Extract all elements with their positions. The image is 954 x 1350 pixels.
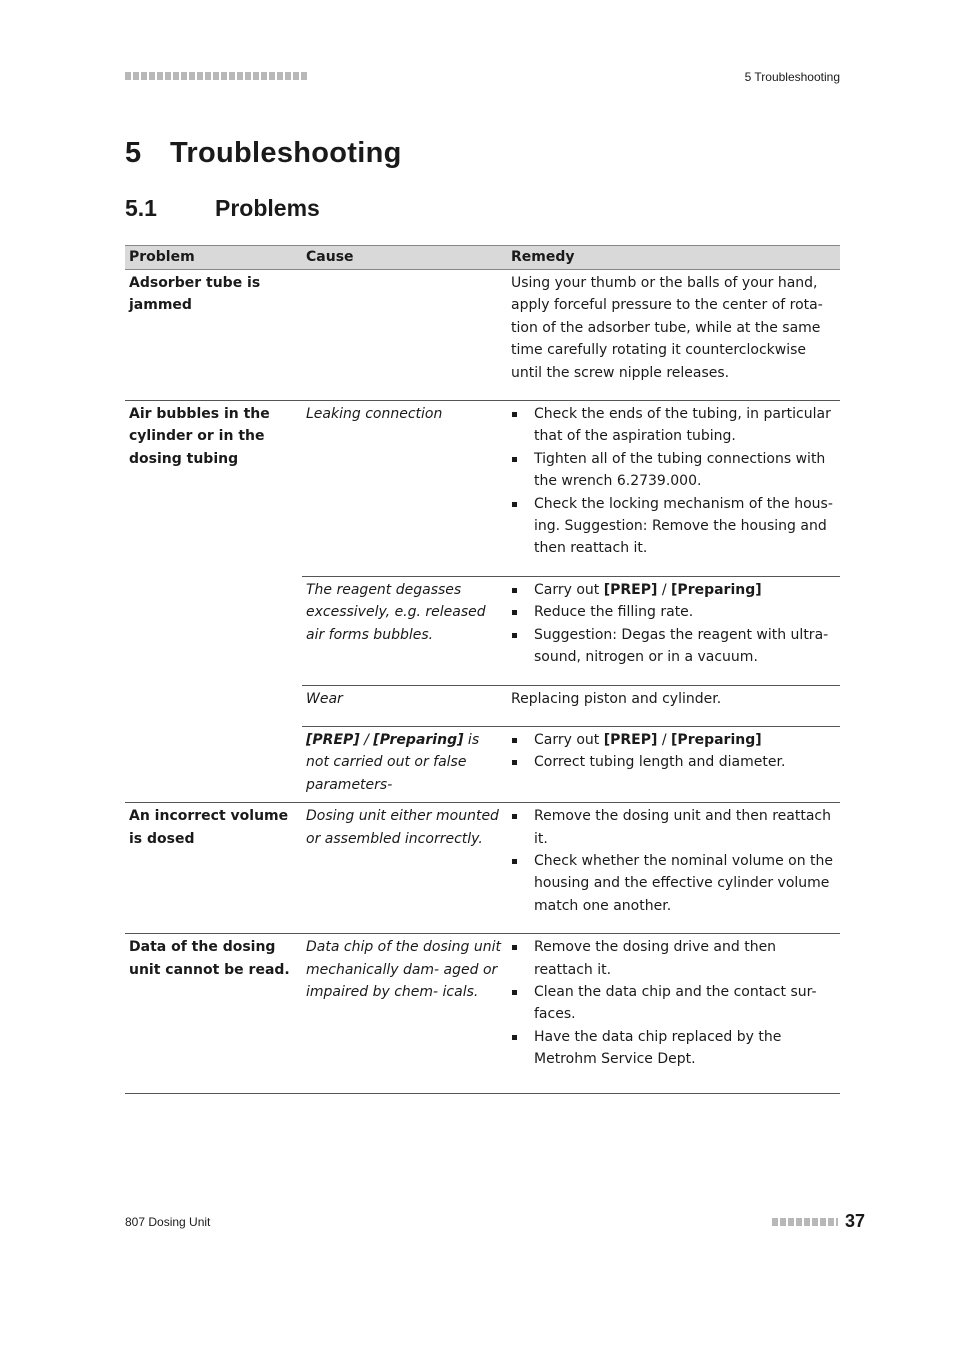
footer-product: 807 Dosing Unit [125, 1215, 211, 1229]
chapter-number: 5 [125, 137, 142, 169]
header-decoration [125, 72, 307, 80]
list-item-text: Carry out [534, 731, 604, 748]
column-header-cause: Cause [302, 246, 507, 270]
list-item: Correct tubing length and diameter. [511, 751, 836, 773]
list-item: Check the locking mechanism of the hous- ing. Suggestion: Remove the housing and then reattach it. [511, 493, 836, 560]
running-header: 5 Troubleshooting [744, 70, 840, 84]
remedy-list [511, 579, 836, 669]
list-item: Have the data chip replaced by the Metrohm Service Dept. [511, 1026, 836, 1071]
separator: / [657, 581, 672, 598]
cause-cell [302, 270, 507, 401]
table-row [125, 803, 840, 934]
problem-cell: Adsorber tube is jammed [129, 275, 261, 314]
list-item: Tighten all of the tubing connections with the wrench 6.2739.000. [511, 448, 836, 493]
prep-key-label: [PREP] [603, 731, 658, 748]
column-header-problem: Problem [125, 246, 302, 270]
remedy-cell [507, 803, 840, 934]
remedy-cell: Replacing piston and cylinder. [507, 685, 840, 726]
cause-cell: The reagent degasses excessively, e.g. released air forms bubbles. [302, 576, 507, 685]
remedy-list [511, 805, 836, 917]
problem-cell: Air bubbles in the cylinder or in the dosing tubing [125, 401, 302, 803]
cause-text: is not carried out or false parameters- [306, 731, 480, 793]
section-title-text: Problems [215, 195, 320, 221]
table-header-row [125, 246, 840, 270]
list-item: Suggestion: Degas the reagent with ultra- sound, nitrogen or in a vacuum. [511, 624, 836, 669]
table-bottom-rule [125, 1093, 840, 1094]
troubleshooting-table [125, 245, 840, 1087]
list-item [511, 729, 836, 751]
table-row [125, 401, 840, 577]
preparing-key-label: [Preparing] [671, 581, 762, 598]
remedy-cell [507, 726, 840, 802]
section-title [125, 195, 320, 222]
cause-cell [302, 726, 507, 802]
remedy-list [511, 403, 836, 560]
remedy-cell [507, 576, 840, 685]
table-row [125, 270, 840, 401]
list-item: Check whether the nominal volume on the housing and the effective cylinder volume match one another. [511, 850, 836, 917]
chapter-title-text: Troubleshooting [170, 137, 402, 169]
list-item: Check the ends of the tubing, in particular that of the aspiration tubing. [511, 403, 836, 448]
cause-cell: Data chip of the dosing unit mechanically dam- aged or impaired by chem- icals. [302, 934, 507, 1087]
separator: / [657, 731, 672, 748]
cause-cell: Wear [302, 685, 507, 726]
table-row [125, 934, 840, 1087]
remedy-cell [507, 934, 840, 1087]
problem-cell: Data of the dosing unit cannot be read. [125, 934, 302, 1087]
preparing-key-label: [Preparing] [671, 731, 762, 748]
remedy-list [511, 729, 836, 774]
cause-cell: Leaking connection [302, 401, 507, 577]
list-item: Remove the dosing unit and then reattach it. [511, 805, 836, 850]
prep-key-label: [PREP] [603, 581, 658, 598]
preparing-key-label: [Preparing] [373, 731, 464, 748]
remedy-list [511, 936, 836, 1070]
problem-cell: An incorrect volume is dosed [125, 803, 302, 934]
remedy-cell [507, 401, 840, 577]
list-item: Reduce the filling rate. [511, 601, 836, 623]
list-item-text: Carry out [534, 581, 604, 598]
list-item: Remove the dosing drive and then reattach it. [511, 936, 836, 981]
prep-key-label: [PREP] [306, 731, 360, 748]
section-number: 5.1 [125, 195, 157, 221]
cause-cell: Dosing unit either mounted or assembled incorrectly. [302, 803, 507, 934]
list-item: Clean the data chip and the contact sur- faces. [511, 981, 836, 1026]
separator: / [359, 731, 374, 748]
chapter-title [125, 137, 402, 170]
list-item [511, 579, 836, 601]
page-number: 37 [845, 1211, 866, 1231]
remedy-cell: Using your thumb or the balls of your hand, apply forceful pressure to the center of rota- tion of the adsorber tube, while at the same time carefully rotating it counterclockwise until the screw nipple releases. [511, 275, 823, 381]
column-header-remedy: Remedy [507, 246, 840, 270]
footer-decoration [772, 1218, 838, 1226]
